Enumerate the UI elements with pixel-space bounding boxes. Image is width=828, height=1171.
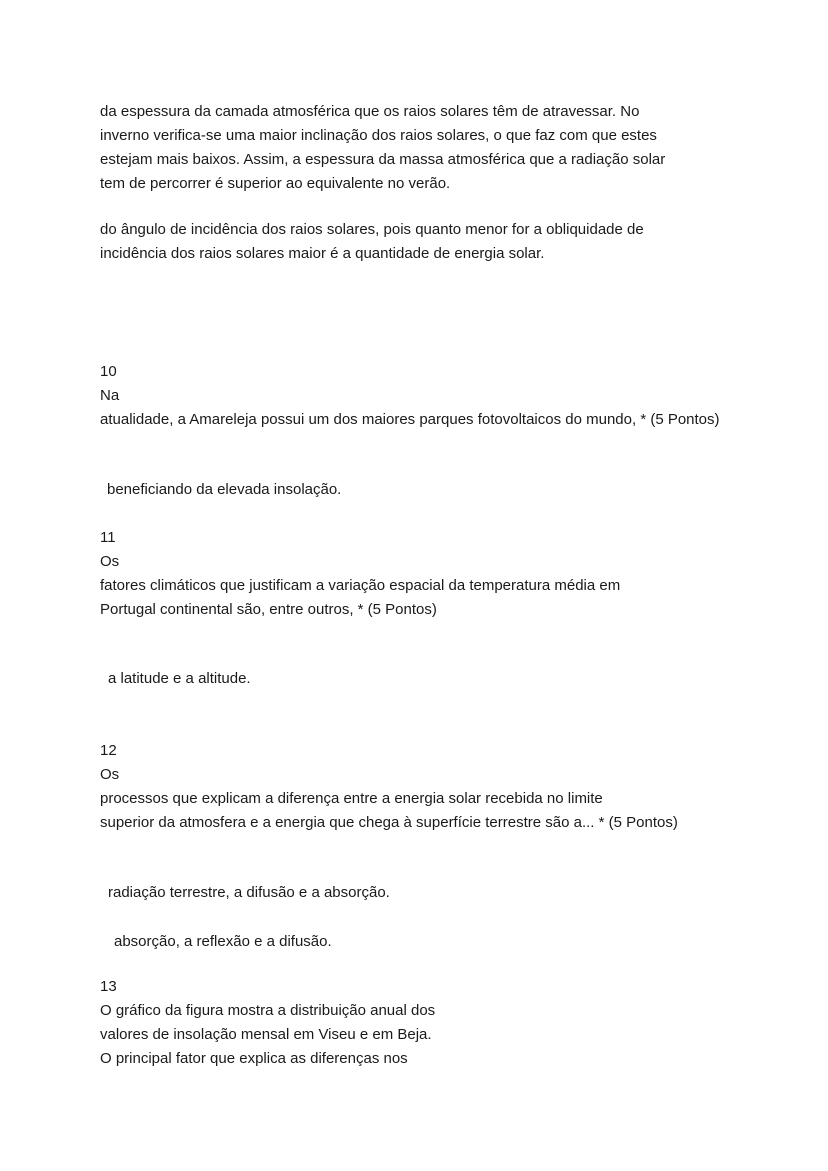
question-number: 12 [100,742,117,759]
text-line: tem de percorrer é superior ao equivalente no verão. [100,175,451,192]
question-13 [100,975,740,1071]
question-10 [100,360,740,432]
question-text: fatores climáticos que justificam a variação espacial da temperatura média em [100,577,621,594]
question-number: 13 [100,978,117,995]
question-first-word: Os [100,766,120,783]
answer-option[interactable]: absorção, a reflexão e a difusão. [114,933,332,950]
text-line: incidência dos raios solares maior é a quantidade de energia solar. [100,245,545,262]
question-text: O principal fator que explica as diferenças nos [100,1050,408,1067]
question-number: 10 [100,363,117,380]
question-10-answers [100,478,740,502]
text-line: inverno verifica-se uma maior inclinação dos raios solares, o que faz com que estes [100,127,657,144]
question-text: superior da atmosfera e a energia que chega à superfície terrestre são a... * (5 Pontos) [100,814,678,831]
question-text: atualidade, a Amareleja possui um dos maiores parques fotovoltaicos do mundo, * (5 Pontos) [100,411,720,428]
question-12-answers [100,881,740,954]
answer-option[interactable]: a latitude e a altitude. [108,670,251,687]
question-12 [100,739,740,835]
answer-option[interactable]: beneficiando da elevada insolação. [107,481,342,498]
question-text: processos que explicam a diferença entre a energia solar recebida no limite [100,790,603,807]
text-line: estejam mais baixos. Assim, a espessura da massa atmosférica que a radiação solar [100,151,666,168]
intro-paragraph-1 [100,100,740,196]
question-first-word: Na [100,387,120,404]
question-text: valores de insolação mensal em Viseu e em Beja. [100,1026,432,1043]
question-11-answers [100,667,740,691]
text-line: da espessura da camada atmosférica que os raios solares têm de atravessar. No [100,103,640,120]
question-11 [100,526,740,622]
question-number: 11 [100,529,116,546]
answer-option[interactable]: radiação terrestre, a difusão e a absorção. [108,884,390,901]
question-first-word: Os [100,553,120,570]
intro-paragraph-2 [100,218,740,266]
question-text: Portugal continental são, entre outros, * (5 Pontos) [100,601,437,618]
question-text: O gráfico da figura mostra a distribuição anual dos [100,1002,436,1019]
text-line: do ângulo de incidência dos raios solares, pois quanto menor for a obliquidade de [100,221,644,238]
